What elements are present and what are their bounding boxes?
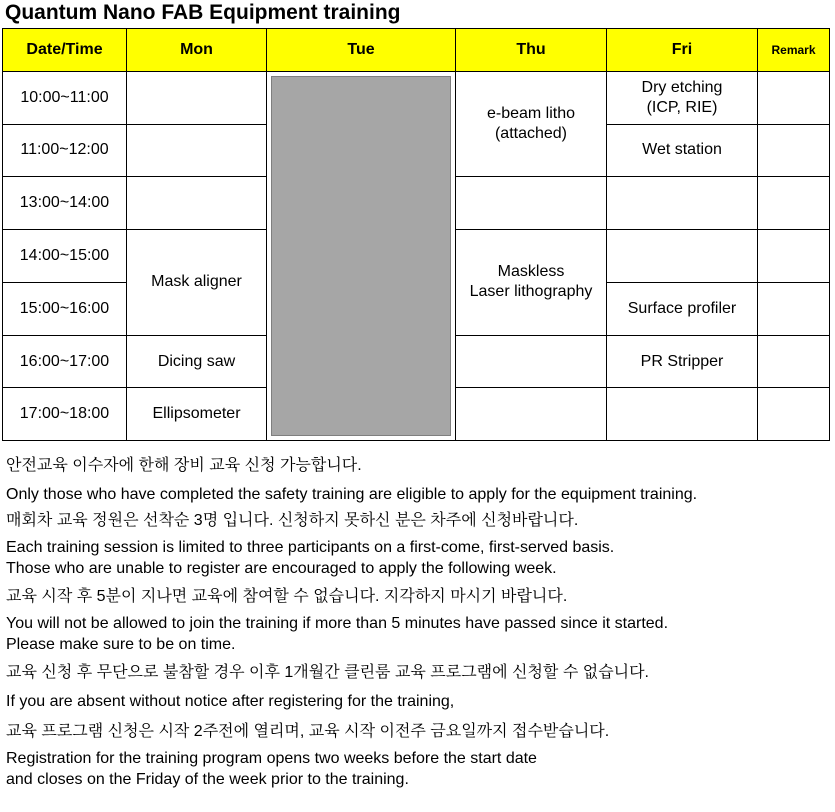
remark-cell [758,177,830,230]
time-cell: 16:00~17:00 [3,335,127,388]
thu-ebeam-litho-cell [456,72,607,177]
fri-pr-stripper-cell: PR Stripper [607,335,758,388]
table-header-row [3,29,830,72]
remark-cell [758,335,830,388]
time-cell: 11:00~12:00 [3,124,127,177]
note-block [6,511,831,579]
note-block [6,587,831,655]
note-english: and closes on the Friday of the week prior to the training. [6,771,409,788]
note-english: You will not be allowed to join the training if more than 5 minutes have passed since it started. [6,615,669,632]
header-tue: Tue [267,29,456,72]
header-thu: Thu [456,29,607,72]
schedule-table [2,28,830,441]
fri-cell-empty [607,229,758,282]
note-english: Registration for the training program opens two weeks before the start date [6,750,537,767]
note-korean: 안전교육 이수자에 한해 장비 교육 신청 가능합니다. [6,457,362,474]
tue-unavailable-block [271,76,451,436]
mon-ellipsometer-cell: Ellipsometer [127,388,267,441]
note-korean: 교육 시작 후 5분이 지나면 교육에 참여할 수 없습니다. 지각하지 마시기 바랍니다. [6,588,568,605]
mon-dicing-saw-cell: Dicing saw [127,335,267,388]
dry-etching-line2: (ICP, RIE) [646,98,718,116]
note-english: If you are absent without notice after registering for the training, [6,693,455,710]
ebeam-label-line1: e-beam litho [486,105,576,123]
note-block [6,456,831,505]
remark-cell [758,124,830,177]
tue-column-cell [267,72,456,441]
fri-wet-station-cell: Wet station [607,124,758,177]
time-cell: 14:00~15:00 [3,229,127,282]
note-english: Each training session is limited to three participants on a first-come, first-served basis. [6,539,615,556]
maskless-label-line2: Laser lithography [469,283,593,301]
remark-cell [758,72,830,125]
mon-cell-empty [127,124,267,177]
fri-dry-etching-cell [607,72,758,125]
header-mon: Mon [127,29,267,72]
time-cell: 15:00~16:00 [3,283,127,336]
mon-cell-empty [127,72,267,125]
table-row [3,72,830,125]
fri-surface-profiler-cell: Surface profiler [607,283,758,336]
fri-cell-empty [607,177,758,230]
remark-cell [758,283,830,336]
thu-cell-empty [456,388,607,441]
time-cell: 10:00~11:00 [3,72,127,125]
mon-mask-aligner-cell: Mask aligner [127,229,267,335]
header-datetime: Date/Time [3,29,127,72]
page-title: Quantum Nano FAB Equipment training [5,1,401,24]
thu-maskless-cell [456,229,607,335]
maskless-label-line1: Maskless [497,263,565,281]
header-remark: Remark [758,29,830,72]
dry-etching-line1: Dry etching [641,78,723,96]
mon-cell-empty [127,177,267,230]
note-block [6,663,831,712]
notes-section [6,456,831,790]
time-cell: 17:00~18:00 [3,388,127,441]
note-english: Only those who have completed the safety training are eligible to apply for the equipment training. [6,486,698,503]
note-korean: 매회차 교육 정원은 선착순 3명 입니다. 신청하지 못하신 분은 차주에 신청바랍니다. [6,512,579,529]
note-korean: 교육 프로그램 신청은 시작 2주전에 열리며, 교육 시작 이전주 금요일까지 접수받습니다. [6,723,610,740]
ebeam-label-line2: (attached) [494,125,568,143]
time-cell: 13:00~14:00 [3,177,127,230]
header-fri: Fri [607,29,758,72]
remark-cell [758,388,830,441]
note-block [6,722,831,790]
thu-cell-empty [456,335,607,388]
note-english: Please make sure to be on time. [6,636,236,653]
note-english: Those who are unable to register are encouraged to apply the following week. [6,560,557,577]
fri-cell-empty [607,388,758,441]
thu-cell-empty [456,177,607,230]
remark-cell [758,229,830,282]
note-korean: 교육 신청 후 무단으로 불참할 경우 이후 1개월간 클린룸 교육 프로그램에 신청할 수 없습니다. [6,664,650,681]
